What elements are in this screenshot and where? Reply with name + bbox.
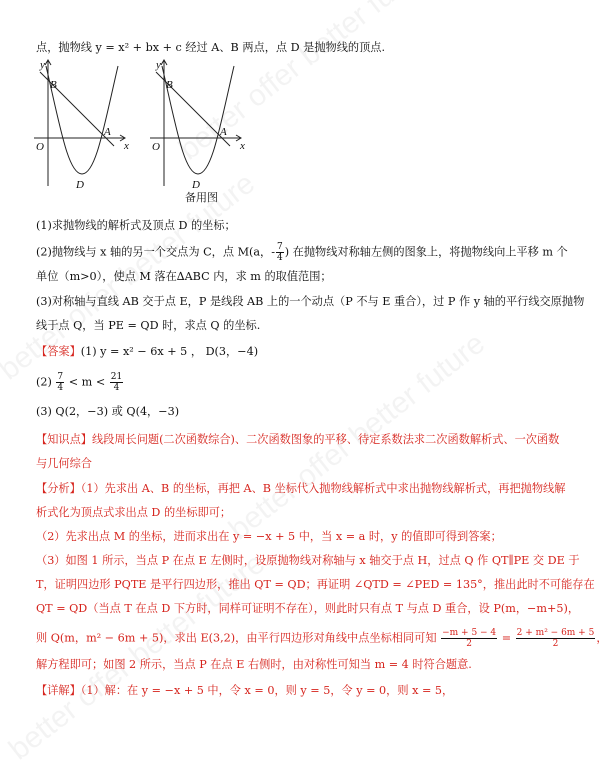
analysis-line-3: （2）先求出点 M 的坐标，进而求出在 y = −x + 5 中，当 x = a 时，y 的值即可得到答案； xyxy=(36,530,502,543)
detail-line-1: 【详解】（1）解：在 y = −x + 5 中，令 x = 0，则 y = 5，令 y = 0，则 x = 5， xyxy=(36,684,454,697)
q2-text-a: (2)抛物线与 x 轴的另一个交点为 C，点 M(a，- xyxy=(36,245,276,259)
figure-main xyxy=(30,56,140,191)
question-2-line-2: 单位（m>0），使点 M 落在∆ABC 内，求 m 的取值范围； xyxy=(36,270,332,283)
question-3-line-2: 线于点 Q，当 PE = QD 时，求点 Q 的坐标. xyxy=(36,319,261,332)
q2-fraction: $\frac{7}{4}$ xyxy=(277,242,283,263)
q2-text-b: ) 在抛物线对称轴左侧的图象上，将抛物线向上平移 m 个 xyxy=(284,245,568,259)
answer-1: 【答案】(1) y = x² − 6x + 5 ， D(3，−4) xyxy=(36,345,259,358)
parabola xyxy=(46,66,118,174)
question-2-line-1 xyxy=(36,242,568,263)
label-d: D xyxy=(192,179,200,191)
knowledge-line-1: 【知识点】线段周长问题(二次函数综合)、二次函数图象的平移、待定系数法求二次函数解析式、一次函数 xyxy=(36,433,560,446)
label-a: A xyxy=(220,126,227,138)
answer-3: (3) Q(2，−3) 或 Q(4，−3) xyxy=(36,405,180,418)
label-x: x xyxy=(124,140,129,152)
detail-label: 【详解】 xyxy=(36,684,81,697)
figure-spare xyxy=(146,56,256,191)
label-b: B xyxy=(166,79,173,91)
label-y: y xyxy=(156,59,161,71)
analysis-line-1: 【分析】（1）先求出 A、B 的坐标，再把 A、B 坐标代入抛物线解析式中求出抛物线解析式，再把抛物线解 xyxy=(36,482,566,495)
analysis-line-8: 解方程即可；如图 2 所示，当点 P 在点 E 右侧时，由对称性可知当 m = 4 时符合题意. xyxy=(36,658,472,671)
analysis-label: 【分析】 xyxy=(36,482,81,495)
label-a: A xyxy=(104,126,111,138)
analysis-line-6: QT = QD（当点 T 在点 D 下方时，同样可证明不存在），则此时只有点 T 与点 D 重合，设 P(m，−m+5)， xyxy=(36,602,580,615)
analysis-line-7: 则 Q(m，m² − 6m + 5)，求出 E(3,2)，由平行四边形对角线中点坐标相同可知 $\frac{-m + 5 - 4}{2}$ = $\frac{\text{2 + m² − 6m + 5}}{2}$ ， xyxy=(36,628,608,649)
knowledge-line-2: 与几何综合 xyxy=(36,457,92,470)
label-o: O xyxy=(152,141,160,153)
label-x: x xyxy=(240,140,245,152)
label-d: D xyxy=(76,179,84,191)
answer-label: 【答案】 xyxy=(36,345,81,358)
parabola xyxy=(162,66,234,174)
figure-caption: 备用图 xyxy=(185,191,218,204)
question-3-line-1: (3)对称轴与直线 AB 交于点 E，P 是线段 AB 上的一个动点（P 不与 E 重合），过 P 作 y 轴的平行线交原抛物 xyxy=(36,295,585,308)
label-b: B xyxy=(50,79,57,91)
question-1: (1)求抛物线的解析式及顶点 D 的坐标； xyxy=(36,219,236,232)
intro-text: 点，抛物线 y = x² + bx + c 经过 A、B 两点，点 D 是抛物线的顶点. xyxy=(36,41,386,54)
analysis-line-5: T，证明四边形 PQTE 是平行四边形，推出 QT = QD；再证明 ∠QTD = ∠PED = 135°，推出此时不可能存在 xyxy=(36,578,595,591)
answer-2: (2) $\frac{7}{4}$ < m < $\frac{21}{4}$ xyxy=(36,372,123,393)
analysis-line-4: （3）如图 1 所示，当点 P 在点 E 左侧时，设原抛物线对称轴与 x 轴交于点 H，过点 Q 作 QT∥PE 交 DE 于 xyxy=(36,554,580,567)
label-y: y xyxy=(40,59,45,71)
label-o: O xyxy=(36,141,44,153)
analysis-line-2: 析式化为顶点式求出点 D 的坐标即可； xyxy=(36,506,232,519)
